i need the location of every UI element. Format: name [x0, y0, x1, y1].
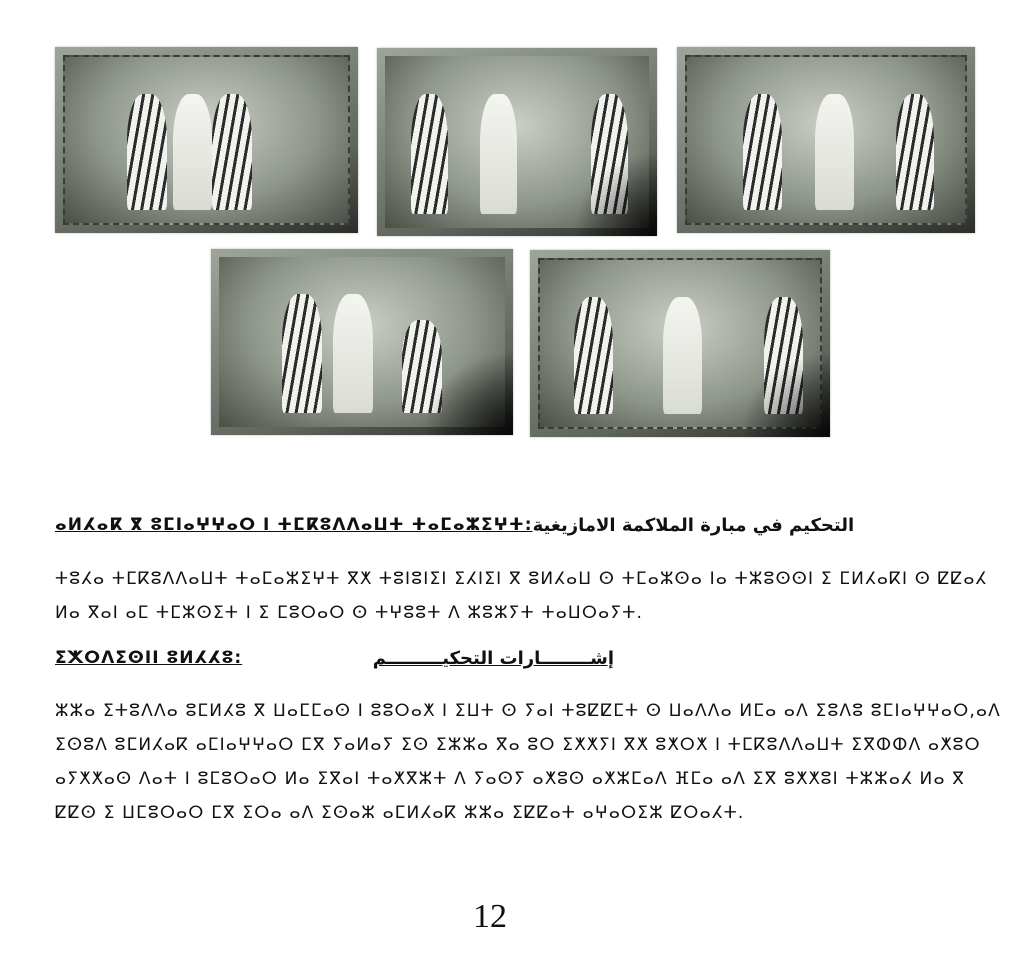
referee-figure [480, 94, 517, 214]
referee-figure [333, 294, 373, 413]
photo-frame [685, 55, 967, 225]
page-number: 12 [473, 898, 507, 935]
referee-figure [663, 297, 702, 414]
photo-frame [63, 55, 350, 225]
section-1-body: ⵜⵓⵃⴰ ⵜⵎⴽⵓⴷⴷⴰⵡⵜ ⵜⴰⵎⴰⵣⵉⵖⵜ ⴳⵅ ⵜⵓⵏⵓⵏⵉⵏ ⵉⵃⵏⵉⵏ ⴳ ⵓⵍⵃⴰⵡ ⵙ ⵜⵎⴰⵣⵙⴰ ⵏⴰ ⵜⵣⵓⵙⵙⵏ ⵉ ⵎⵍⵃⴰⴽⵏ ⵙ ⵇⵇⴰⵃ ⵍⴰ ⴳⴰⵏ ⴰⵎ ⵜⵎⵣⵙⵉⵜ ⵏ ⵉ ⵎⵓⵔⴰⵔ ⵙ ⵜⵖⵓⵓⵜ ⴷ ⵣⵓⵣⵢⵜ ⵜⴰⵡⵔⴰⵢⵜ. [55, 569, 988, 623]
fighter-figure [574, 297, 613, 414]
photo-2 [377, 48, 657, 236]
fighter-figure [212, 94, 252, 210]
fighter-figure [743, 94, 782, 210]
section-2-heading [55, 648, 614, 669]
referee-figure [815, 94, 854, 210]
photo-5 [530, 250, 830, 437]
heading-arabic: التحكيم في مبارة الملاكمة الامازيغية [532, 515, 855, 536]
section-2-body: ⵣⵣⴰ ⵉⵜⵓⴷⴷⴰ ⵓⵎⵍⵃⵓ ⴳ ⵡⴰⵎⵎⴰⵙ ⵏ ⵓⵓⵔⴰⵅ ⵏ ⵉⵡⵜ ⵙ ⵢⴰⵏ ⵜⵓⵇⵇⵎⵜ ⵙ ⵡⴰⴷⴷⴰ ⵍⵎⴰ ⴰⴷ ⵉⵓⴷⵓ ⵓⵎⵏⴰⵖⵖⴰⵔ,ⴰⴷ ⵉⵙⵓⴷ ⵓⵎⵍⵃⴰⴽ ⴰⵎⵏⴰⵖⵖⴰⵔ ⵎⴳ ⵢⴰⵍⴰⵢ ⵉⵙ ⵉⵣⵣⴰ ⴳⴰ ⵓⵔ ⵉⵅⵅⵢⵏ ⴳⵅ ⵓⵅⵔⵅ ⵏ ⵜⵎⴽⵓⴷⴷⴰⵡⵜ ⵉⴳⵀⵀⴷ ⴰⵅⵓⵔ ⴰⵢⵅⵅⴰⵙ ⴷⴰⵜ ⵏ ⵓⵎⵓⵔⴰⵔ ⵍⴰ ⵉⴳⴰⵏ ⵜⴰⵅⴳⵣⵜ ⴷ ⵢⴰⵙⵢ ⴰⵅⵓⵙ ⴰⵅⵣⵎⴰⴷ ⴼⵎⴰ ⴰⴷ ⵉⴳ ⵓⵅⵅⵓⵏ ⵜⵣⵣⴰⵃ ⵍⴰ ⴳ ⵇⵇⵙ ⵉ ⵡⵎⵓⵔⴰⵔ ⵎⴳ ⵉⵔⴰ ⴰⴷ ⵉⵙⴰⵣ ⴰⵎⵍⵃⴰⴽ ⵣⵣⴰ ⵉⵇⵇⴰⵜ ⴰⵖⴰⵔⵉⵣ ⵇⵔⴰⵃⵜ. [55, 701, 1001, 823]
photo-3 [677, 47, 975, 233]
fighter-figure [127, 94, 167, 210]
section-1-heading [55, 515, 854, 536]
photo-4 [211, 249, 513, 435]
heading-tifinagh: ⴰⵍⵃⴰⴽ ⴳ ⵓⵎⵏⴰⵖⵖⴰⵔ ⵏ ⵜⵎⴽⵓⴷⴷⴰⵡⵜ ⵜⴰⵎⴰⵣⵉⵖⵜ: [55, 515, 533, 535]
fighter-figure [896, 94, 935, 210]
heading-tifinagh: ⵉⵅⵔⴷⵉⵙⵏⵏ ⵓⵍⵃⵃⵓ: [55, 648, 243, 668]
photo-1 [55, 47, 358, 233]
photo-shadow [740, 353, 830, 437]
fighter-figure [282, 294, 322, 413]
heading-arabic: إشــــــــارات التحكيـــــــــم [372, 648, 614, 669]
fighter-figure [411, 94, 448, 214]
referee-figure [173, 94, 213, 210]
photo-shadow [422, 351, 513, 435]
photo-shadow [573, 151, 657, 236]
